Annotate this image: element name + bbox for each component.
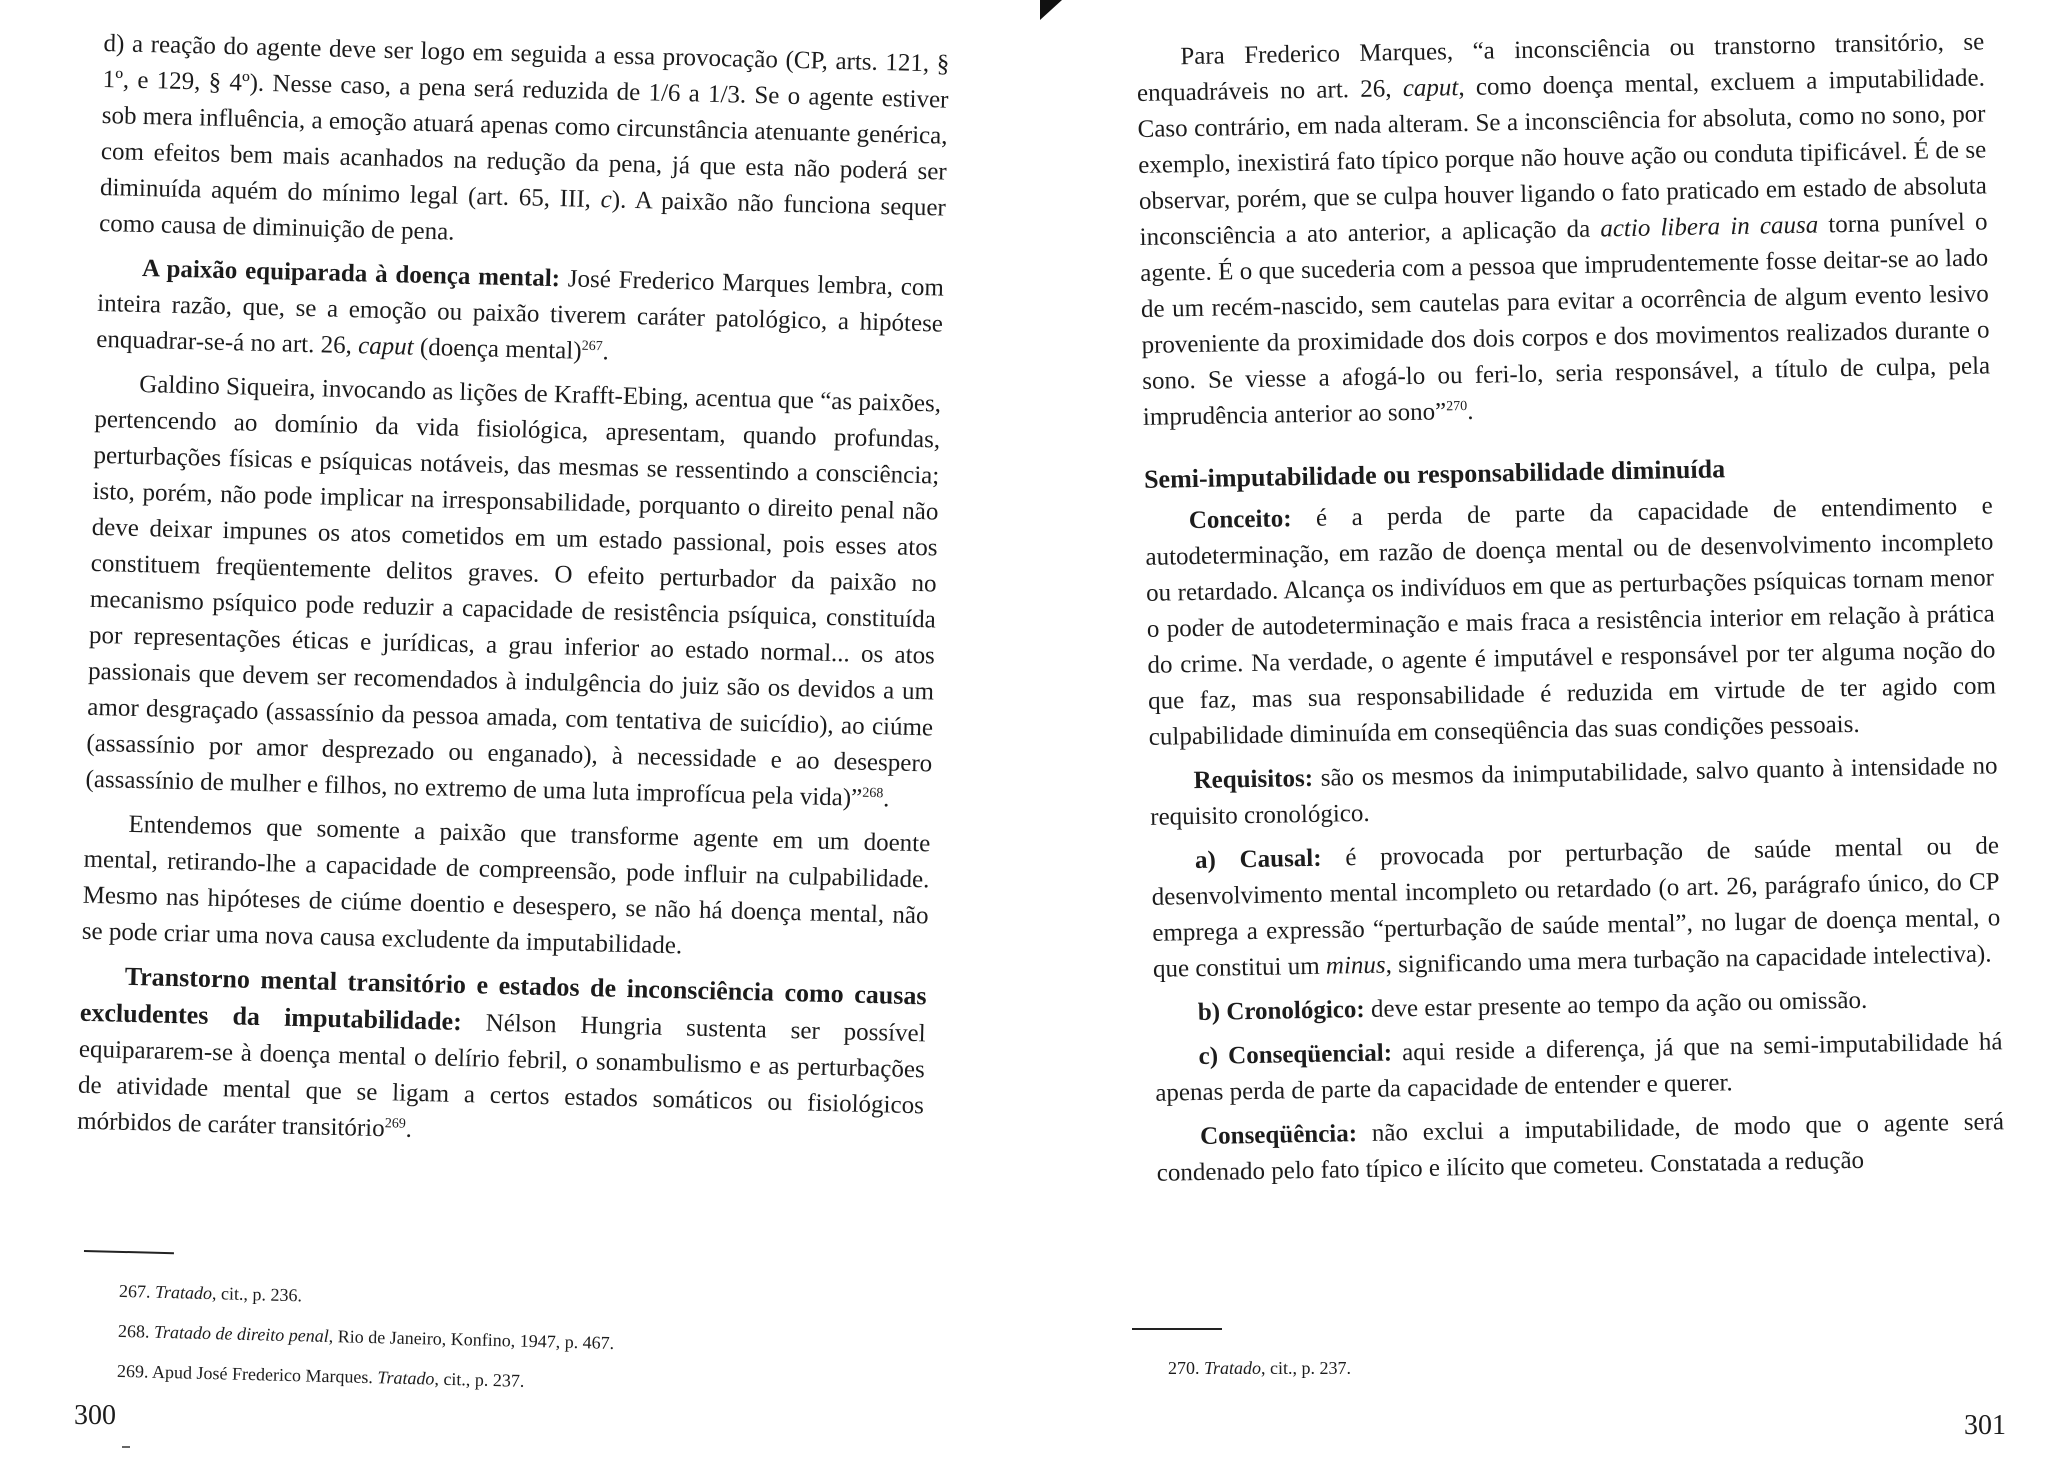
bold-lead: Requisitos: [1193,764,1314,795]
paragraph [1149,748,1998,836]
footnote-title: Tratado [154,1281,213,1304]
footnote-ref: 267 [581,338,603,355]
paragraph-text: aqui reside a diferença, já que na semi-imputabilidade há apenas perda de parte da capacidade de entender e querer. [1155,1028,2003,1107]
footnote-number: 267. [118,1280,151,1302]
footnote-title: Tratado [1204,1358,1262,1378]
paragraph-text: Galdino Siqueira, invocando as lições de Krafft-Ebing, acentua que “as paixões, pertencendo ao domínio da vida fisiológica, apresentam, quando profundas, perturbações físicas e psíquicas notáveis, das mesmas se ressentindo a consciência; isto, porém, não pode implicar na irresponsabilidade, porquanto o direito penal não deve deixar impunes os atos cometidos em um estado passional, pois esses atos constituem freqüentemente delitos graves. O efeito perturbador da paixão no mecanismo psíquico pode reduzir a capacidade de resistência psíquica, constituída por representações éticas e jurídicas, a grau inferior ao estado normal... os atos passionais que devem ser recomendados à indulgência do juiz são os devidos a um amor desgraçado (assassínio da pessoa amada, com tentativa de suicídio), ao ciúme (assassínio por amor desprezado ou enganado), à necessidade e ao desespero (assassínio de mulher e filhos, no extremo de uma luta improfícua pela vida)” [85,370,942,812]
footnote-text: , cit., p. 237. [434,1368,525,1391]
right-page [1024,0,2048,1472]
bold-lead: b) Cronológico: [1197,995,1365,1027]
paragraph [1136,24,1991,435]
paragraph-text: d) a reação do agente deve ser logo em seguida a essa provocação (CP, arts. 121, § 1º, e 129, § 4º). Nesse caso, a pena será reduzida de 1/6 a 1/3. Se o agente estiver sob mera influência, a emoção atuará apenas como circunstância atenuante genérica, com efeitos bem mais acanhados na redução da pena, já que esta não poderá ser diminuída aquém do mínimo legal (art. 65, III, [99,29,950,214]
footnote-title: Tratado de direito penal [153,1321,330,1347]
footnote-ref: 268 [862,785,884,802]
bold-lead: c) Conseqüencial: [1198,1039,1393,1071]
bold-lead: a) Causal: [1194,844,1322,875]
footnotes [81,1250,844,1409]
paragraph [99,26,950,263]
right-text-column [1136,24,2005,1191]
paragraph-text: Para Frederico Marques, “a inconsciência ou transtorno transitório, se enquadráveis no art. 26, [1136,28,1985,107]
footnote-number: 268. [117,1320,150,1342]
paragraph-text: . [602,338,610,366]
bold-lead: A paixão equiparada à doença mental: [141,255,561,293]
paragraph-text: são os mesmos da inimputabilidade, salvo quanto à intensidade no requisito cronológico. [1150,752,1998,831]
paragraph-text: é a perda de parte da capacidade de entendimento e autodeterminação, em razão de doença mental ou de desenvolvimento incompleto ou retardado. Alcança os indivíduos em que as perturbações psíquicas tornam menor o poder de autodeterminação e mais fraca a resistência interior em relação à prática do crime. Na verdade, o agente é imputável e responsável por ter alguma noção do que faz, mas sua responsabilidade é reduzida em virtude de ter agido com culpabilidade diminuída em conseqüência das suas condições pessoais. [1145,492,1997,751]
left-text-column [77,26,950,1160]
footnote [1132,1348,1632,1388]
footnote-rule [84,1250,174,1254]
italic-text: minus [1325,951,1386,980]
paragraph [1154,1024,2003,1112]
paragraph-text: é provocada por perturbação de saúde mental ou de desenvolvimento mental incompleto ou retardado (o art. 26, parágrafo único, do CP emprega a expressão “perturbação de saúde mental”, no lugar de doença mental, o que constitui um [1151,832,2001,983]
paragraph-text: deve estar presente ao tempo da ação ou omissão. [1364,986,1868,1023]
paragraph [1151,828,2001,988]
scan-mark [122,1446,130,1448]
paragraph-text: Entendemos que somente a paixão que transforme agente em um doente mental, retirando-lhe a capacidade de compreensão, pode influir na culpabilidade. Mesmo nas hipóteses de ciúme doentio e desespero, se não há doença mental, não se pode criar uma nova causa excludente da imputabilidade. [81,810,931,960]
paragraph-text: , como doença mental, excluem a imputabilidade. Caso contrário, em nada alteram. Se a inconsciência for absoluta, como no sono, por exemplo, inexistirá fato típico porque não houve ação ou conduta tipificável. É de se observar, porém, que se culpa houver ligando o fato praticado em estado de absoluta inconsciência a ato anterior, a aplicação da [1137,64,1988,251]
paragraph [1156,1104,2005,1192]
footnote-number: 270. [1168,1358,1200,1378]
italic-text: caput [1402,74,1459,103]
paragraph-text: , significando uma mera turbação na capacidade intelectiva). [1385,940,1992,979]
italic-text: actio libera in causa [1600,211,1819,243]
paragraph-text: Nélson Hungria sustenta ser possível equipararem-se à doença mental o delírio febril, o sonambulismo e as perturbações de atividade mental que se ligam a certos estados somáticos ou fisiológicos mórbidos de caráter transitório [76,1009,926,1143]
paragraph-text: . [882,785,890,813]
paragraph-text: . [405,1115,413,1143]
footnote-text: Apud José Frederico Marques. [151,1361,378,1388]
footnote-number: 269. [116,1360,149,1382]
bold-lead: Conceito: [1188,505,1292,535]
paragraph-text: ). A paixão não funciona sequer como causa de diminuição de pena. [98,186,947,246]
page-number: 300 [74,1400,116,1431]
italic-text: caput [357,332,415,361]
footnote-rule [1132,1328,1222,1330]
footnote-text: , cit., p. 236. [211,1283,303,1306]
bold-lead: Transtorno mental transitório e estados de inconsciência como causas excludentes da imputabilidade: [79,961,927,1037]
footnotes [1132,1328,1632,1388]
footnote-ref: 269 [384,1116,406,1132]
paragraph [77,958,927,1161]
paragraph [96,250,944,379]
paragraph-text: torna punível o agente. É o que sucederia com a pessoa que imprudentemente fosse deitar-se ao lado de um recém-nascido, sem cautelas para evitar a ocorrência de algum evento lesivo proveniente da proximidade dos dois corpos e dos movimentos realizados durante o sono. Se viesse a afogá-lo ou feri-lo, seria responsável, a título de culpa, pela imprudência anterior ao sono” [1140,208,1991,431]
paragraph [1145,488,1997,755]
page-number: 301 [1964,1410,2006,1441]
paragraph [85,366,941,819]
bold-lead: Conseqüência: [1199,1120,1358,1151]
paragraph [81,806,930,971]
paragraph [1154,980,2003,1032]
italic-text: c [600,186,613,214]
paragraph-text: (doença mental) [413,333,582,365]
paragraph-text: não exclui a imputabilidade, de modo que o agente será condenado pelo fato típico e ilícito que cometeu. Constatada a redução [1156,1108,2005,1187]
footnote-text: , Rio de Janeiro, Konfino, 1947, p. 467. [328,1326,615,1353]
footnote-title: Tratado [377,1367,435,1389]
paragraph-text: José Frederico Marques lembra, com inteira razão, que, se a emoção ou paixão tiverem caráter patológico, a hipótese enquadrar-se-á no art. 26, [96,265,945,360]
footnote-ref: 270 [1445,398,1468,415]
section-title: Semi-imputabilidade ou responsabilidade diminuída [1143,454,1726,494]
paragraph-text: . [1466,397,1474,425]
footnote-text: , cit., p. 237. [1261,1358,1352,1378]
